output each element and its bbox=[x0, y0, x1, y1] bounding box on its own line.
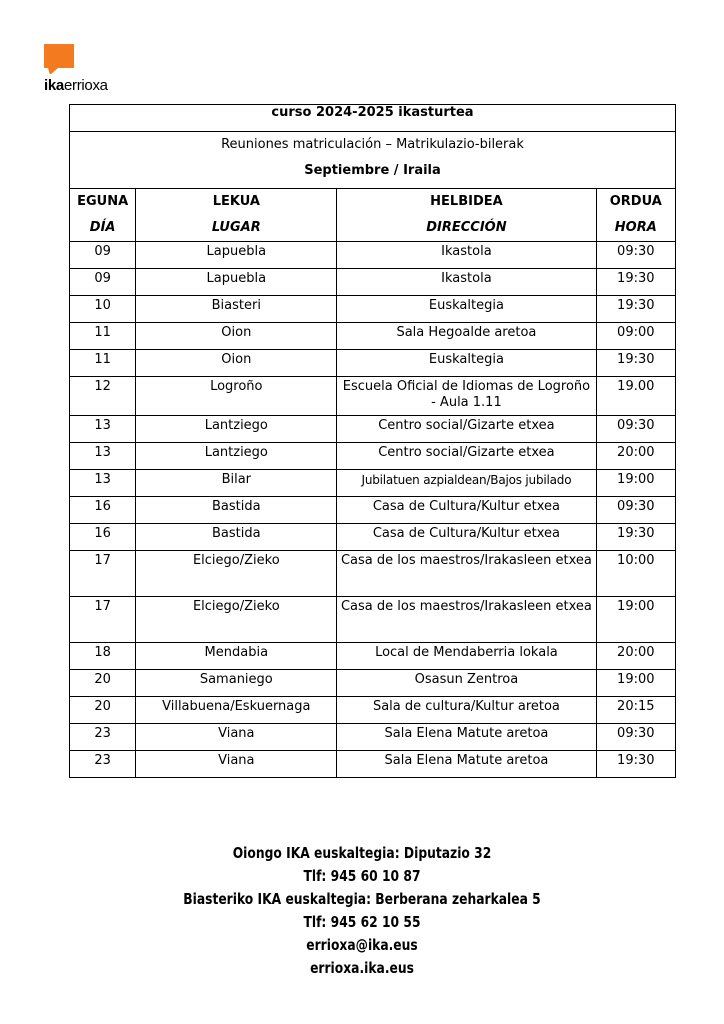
cell-day: 17 bbox=[70, 597, 136, 643]
cell-address: Sala Elena Matute aretoa bbox=[337, 751, 596, 778]
contact-footer bbox=[65, 842, 659, 980]
speech-bubble-logo-icon bbox=[44, 44, 74, 74]
cell-day: 13 bbox=[70, 416, 136, 443]
cell-address: Local de Mendaberria lokala bbox=[337, 643, 596, 670]
table-row bbox=[70, 751, 676, 778]
cell-day: 16 bbox=[70, 524, 136, 551]
table-row bbox=[70, 470, 676, 497]
cell-address: Casa de Cultura/Kultur etxea bbox=[337, 497, 596, 524]
cell-day: 16 bbox=[70, 497, 136, 524]
cell-day: 10 bbox=[70, 296, 136, 323]
cell-time: 20:15 bbox=[596, 697, 675, 724]
table-month: Septiembre / Iraila bbox=[304, 163, 441, 178]
table-row bbox=[70, 697, 676, 724]
footer-biasteri-phone: Tlf: 945 62 10 55 bbox=[303, 913, 421, 931]
cell-place: Samaniego bbox=[136, 670, 337, 697]
cell-place: Elciego/Zieko bbox=[136, 597, 337, 643]
cell-address: Euskaltegia bbox=[337, 350, 596, 377]
footer-biasteri-address: Biasteriko IKA euskaltegia: Berberana zeharkalea 5 bbox=[183, 890, 541, 908]
cell-address: Escuela Oficial de Idiomas de Logroño - Aula 1.11 bbox=[337, 377, 596, 416]
cell-place: Viana bbox=[136, 724, 337, 751]
table-row bbox=[70, 377, 676, 416]
table-row bbox=[70, 350, 676, 377]
cell-time: 19:30 bbox=[596, 296, 675, 323]
cell-time: 19:00 bbox=[596, 670, 675, 697]
cell-time: 19.00 bbox=[596, 377, 675, 416]
cell-day: 17 bbox=[70, 551, 136, 597]
cell-day: 23 bbox=[70, 751, 136, 778]
cell-day: 20 bbox=[70, 697, 136, 724]
cell-day: 13 bbox=[70, 443, 136, 470]
table-row bbox=[70, 551, 676, 597]
cell-time: 09:30 bbox=[596, 724, 675, 751]
cell-address: Centro social/Gizarte etxea bbox=[337, 416, 596, 443]
footer-website[interactable]: errioxa.ika.eus bbox=[310, 959, 414, 977]
footer-oion-address: Oiongo IKA euskaltegia: Diputazio 32 bbox=[232, 844, 492, 862]
cell-day: 11 bbox=[70, 323, 136, 350]
table-row bbox=[70, 443, 676, 470]
table-row bbox=[70, 643, 676, 670]
table-row bbox=[70, 242, 676, 269]
cell-place: Viana bbox=[136, 751, 337, 778]
cell-place: Biasteri bbox=[136, 296, 337, 323]
header-place: LEKUA LUGAR bbox=[136, 189, 337, 242]
cell-place: Bilar bbox=[136, 470, 337, 497]
cell-place: Lapuebla bbox=[136, 242, 337, 269]
cell-place: Oion bbox=[136, 323, 337, 350]
cell-time: 19:00 bbox=[596, 470, 675, 497]
cell-place: Bastida bbox=[136, 497, 337, 524]
cell-time: 09:30 bbox=[596, 416, 675, 443]
cell-place: Bastida bbox=[136, 524, 337, 551]
cell-address: Casa de los maestros/Irakasleen etxea bbox=[337, 597, 596, 643]
cell-day: 23 bbox=[70, 724, 136, 751]
footer-oion-phone: Tlf: 945 60 10 87 bbox=[303, 867, 421, 885]
cell-place: Elciego/Zieko bbox=[136, 551, 337, 597]
cell-day: 11 bbox=[70, 350, 136, 377]
cell-address: Sala Elena Matute aretoa bbox=[337, 724, 596, 751]
cell-place: Lapuebla bbox=[136, 269, 337, 296]
cell-time: 09:00 bbox=[596, 323, 675, 350]
cell-place: Oion bbox=[136, 350, 337, 377]
cell-place: Lantziego bbox=[136, 416, 337, 443]
header-day: EGUNA DÍA bbox=[70, 189, 136, 242]
cell-time: 19:30 bbox=[596, 524, 675, 551]
cell-address: Sala Hegoalde aretoa bbox=[337, 323, 596, 350]
cell-day: 13 bbox=[70, 470, 136, 497]
footer-email[interactable]: errioxa@ika.eus bbox=[306, 936, 418, 954]
table-row bbox=[70, 724, 676, 751]
cell-time: 09:30 bbox=[596, 497, 675, 524]
table-row bbox=[70, 323, 676, 350]
cell-day: 09 bbox=[70, 242, 136, 269]
cell-time: 10:00 bbox=[596, 551, 675, 597]
cell-time: 19:30 bbox=[596, 269, 675, 296]
cell-time: 09:30 bbox=[596, 242, 675, 269]
cell-place: Mendabia bbox=[136, 643, 337, 670]
schedule-table bbox=[69, 104, 676, 778]
cell-day: 20 bbox=[70, 670, 136, 697]
table-row bbox=[70, 296, 676, 323]
table-subtitle: Reuniones matriculación – Matrikulazio-bilerak bbox=[221, 137, 524, 152]
ika-errioxa-logo bbox=[44, 44, 164, 94]
cell-day: 12 bbox=[70, 377, 136, 416]
cell-place: Logroño bbox=[136, 377, 337, 416]
cell-place: Villabuena/Eskuernaga bbox=[136, 697, 337, 724]
logo-wordmark: ikaerrioxa bbox=[44, 77, 108, 94]
cell-time: 19:30 bbox=[596, 751, 675, 778]
table-row bbox=[70, 416, 676, 443]
table-title: curso 2024-2025 ikasturtea bbox=[70, 105, 676, 132]
cell-address: Centro social/Gizarte etxea bbox=[337, 443, 596, 470]
cell-address: Casa de los maestros/Irakasleen etxea bbox=[337, 551, 596, 597]
cell-address: Casa de Cultura/Kultur etxea bbox=[337, 524, 596, 551]
cell-time: 19:30 bbox=[596, 350, 675, 377]
cell-address: Sala de cultura/Kultur aretoa bbox=[337, 697, 596, 724]
cell-address: Euskaltegia bbox=[337, 296, 596, 323]
cell-address: Ikastola bbox=[337, 269, 596, 296]
table-row bbox=[70, 497, 676, 524]
cell-time: 20:00 bbox=[596, 443, 675, 470]
table-subtitle-cell bbox=[70, 132, 676, 189]
header-time: ORDUA HORA bbox=[596, 189, 675, 242]
cell-place: Lantziego bbox=[136, 443, 337, 470]
table-row bbox=[70, 597, 676, 643]
table-row bbox=[70, 269, 676, 296]
header-address: HELBIDEA DIRECCIÓN bbox=[337, 189, 596, 242]
cell-time: 19:00 bbox=[596, 597, 675, 643]
cell-day: 18 bbox=[70, 643, 136, 670]
cell-address: Ikastola bbox=[337, 242, 596, 269]
cell-time: 20:00 bbox=[596, 643, 675, 670]
cell-day: 09 bbox=[70, 269, 136, 296]
cell-address: Jubilatuen azpialdean/Bajos jubilado bbox=[337, 470, 596, 497]
table-row bbox=[70, 670, 676, 697]
cell-address: Osasun Zentroa bbox=[337, 670, 596, 697]
table-row bbox=[70, 524, 676, 551]
